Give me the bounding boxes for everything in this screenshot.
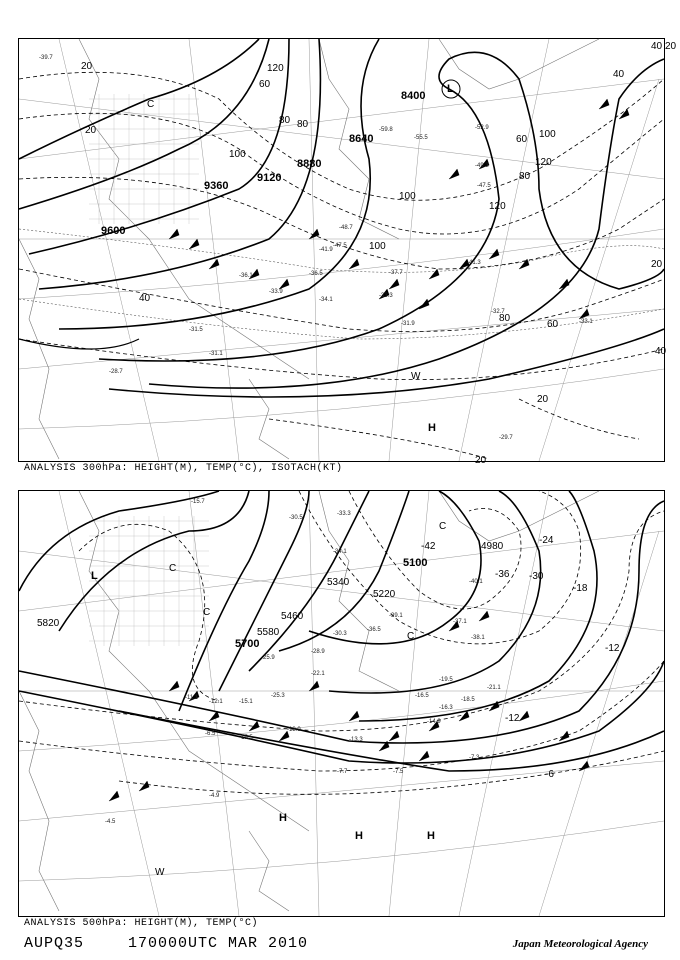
isotach-label: 80	[279, 115, 291, 126]
high-center-label: H	[428, 422, 436, 434]
temp-obs: -16.5	[415, 693, 429, 699]
isotach-label: 100	[229, 149, 246, 160]
agency-name: Japan Meteorological Agency	[512, 938, 648, 950]
temp-obs: -29.7	[499, 435, 513, 441]
isotherm-lines	[19, 491, 664, 794]
temp-obs: -33.3	[337, 511, 351, 517]
isotherm-label: -24	[539, 535, 554, 546]
temp-obs: -48.7	[339, 225, 353, 231]
isotach-label: 20	[665, 41, 677, 52]
isotach-label: 20	[651, 259, 663, 270]
pressure-centers	[147, 80, 460, 434]
temp-obs: -40.1	[469, 579, 483, 585]
isotach-label: 20	[475, 455, 487, 466]
cold-center-label: C	[203, 607, 211, 618]
temp-obs: -52.9	[475, 125, 489, 131]
warm-center-label: W	[155, 867, 165, 878]
temp-obs: -39.7	[39, 55, 53, 61]
temp-obs: -13.9	[287, 727, 301, 733]
temp-obs: -34.1	[333, 549, 347, 555]
temp-obs: -33.3	[379, 293, 393, 299]
height-label: 4980	[481, 541, 504, 552]
isotach-label: 40	[613, 69, 625, 80]
height-label: 5820	[37, 618, 60, 629]
temp-obs: -41.3	[467, 260, 481, 266]
temp-obs: -49.3	[475, 163, 489, 169]
isotach-label: 120	[535, 157, 552, 168]
isotherm-label: -42	[421, 541, 436, 552]
temp-obs: -38.1	[471, 635, 485, 641]
temp-obs: -33.9	[269, 289, 283, 295]
temp-obs: -32.7	[491, 309, 505, 315]
temp-obs: -7.5	[393, 769, 404, 775]
cold-center-label: C	[439, 521, 447, 532]
pressure-centers	[91, 521, 446, 878]
isotherm-label: -18	[573, 583, 588, 594]
height-label: 8400	[401, 90, 426, 102]
isotherm-label: -12	[505, 713, 520, 724]
temp-obs: -14.9	[427, 719, 441, 725]
temp-obs: -6.5	[205, 731, 216, 737]
isotach-label: 40	[139, 293, 151, 304]
warm-center-label: W	[411, 371, 421, 382]
temp-obs: -36.5	[309, 271, 323, 277]
temp-obs: -31.5	[189, 327, 203, 333]
temp-obs: -19.5	[439, 677, 453, 683]
isotach-label: 100	[399, 191, 416, 202]
temp-obs: -16.3	[439, 705, 453, 711]
chart-id: AUPQ35	[24, 935, 85, 952]
isotach-label: 80	[297, 119, 309, 130]
isotherm-label: -36	[495, 569, 510, 580]
temp-obs: -33.1	[579, 319, 593, 325]
temperature-observations	[39, 55, 593, 441]
hatched-area	[89, 516, 209, 646]
isotherm-label: -6	[545, 769, 554, 780]
map-panel-300hpa	[18, 38, 677, 466]
temp-obs: -15.5	[239, 735, 253, 741]
map-500hpa-svg	[19, 491, 664, 916]
high-center-label: H	[427, 830, 435, 842]
temp-obs: -31.1	[209, 351, 223, 357]
isotach-label: 60	[516, 134, 528, 145]
temp-obs: -36.5	[367, 627, 381, 633]
isotach-label: 60	[547, 319, 559, 330]
height-label: 5220	[373, 589, 396, 600]
temp-obs: -25.9	[261, 655, 275, 661]
height-label: 5340	[327, 577, 350, 588]
temp-obs: -11.1	[185, 695, 199, 701]
temp-obs: -34.1	[319, 297, 333, 303]
high-center-label: H	[355, 830, 363, 842]
temp-obs: -30.3	[333, 631, 347, 637]
isotach-label: 120	[267, 63, 284, 74]
temp-obs: -15.7	[191, 499, 205, 505]
height-label: 5580	[257, 627, 280, 638]
isotach-label: 80	[519, 171, 531, 182]
isotach-label: 80	[499, 313, 511, 324]
isotach-labels	[81, 41, 677, 466]
cold-center-label: C	[169, 563, 177, 574]
panel-caption-300hpa: ANALYSIS 300hPa: HEIGHT(M), TEMP(°C), ISOTACH(KT)	[24, 463, 343, 474]
height-contours	[19, 39, 664, 397]
isotach-lines	[19, 72, 664, 459]
temp-obs: -4.5	[105, 819, 116, 825]
isotach-label: 40	[655, 346, 667, 357]
high-center-label: H	[279, 812, 287, 824]
temp-obs: -28.9	[311, 649, 325, 655]
height-label: 8640	[349, 133, 374, 145]
isotherm-label: -12	[605, 643, 620, 654]
temp-obs: -31.9	[401, 321, 415, 327]
height-label: 9600	[101, 225, 126, 237]
temp-obs: -7.3	[469, 755, 480, 761]
isotach-label: 20	[81, 61, 93, 72]
isotach-label: 60	[259, 79, 271, 90]
temp-obs: -39.1	[389, 613, 403, 619]
temp-obs: -15.1	[239, 699, 253, 705]
temp-obs: -41.9	[319, 247, 333, 253]
isotach-label: 120	[489, 201, 506, 212]
temp-obs: -47.5	[477, 183, 491, 189]
temp-obs: -13.3	[349, 737, 363, 743]
graticule	[19, 39, 664, 461]
height-label: 5700	[235, 638, 260, 650]
temp-obs: -7.7	[337, 769, 348, 775]
temp-obs: -36.1	[239, 273, 253, 279]
isotach-label: 20	[537, 394, 549, 405]
cold-center-label: C	[147, 99, 155, 110]
map-300hpa-svg	[19, 39, 677, 466]
map-panel-500hpa	[18, 490, 665, 917]
isotach-label: 100	[369, 241, 386, 252]
isotach-label: 100	[539, 129, 556, 140]
temp-obs: -59.8	[379, 127, 393, 133]
isotach-label: 20	[85, 125, 97, 136]
low-center-label: L	[447, 83, 454, 95]
low-center-label: L	[91, 570, 98, 582]
valid-time: 170000UTC MAR 2010	[128, 935, 309, 952]
temp-obs: -30.5	[289, 515, 303, 521]
temp-obs: -37.7	[389, 270, 403, 276]
temp-obs: -18.5	[461, 697, 475, 703]
temp-obs: -25.3	[271, 693, 285, 699]
temperature-observations	[105, 499, 501, 825]
height-label: 5460	[281, 611, 304, 622]
temp-obs: -28.7	[109, 369, 123, 375]
temp-obs: -4.9	[209, 793, 220, 799]
temp-obs: -55.5	[414, 135, 428, 141]
isotach-label: 40	[651, 41, 663, 52]
temp-obs: -37.1	[453, 619, 467, 625]
height-label: 5100	[403, 557, 428, 569]
temp-obs: -12.1	[209, 699, 223, 705]
height-label: 8880	[297, 158, 322, 170]
panel-caption-500hpa: ANALYSIS 500hPa: HEIGHT(M), TEMP(°C)	[24, 918, 259, 929]
temp-obs: -47.5	[333, 243, 347, 249]
temp-obs: -22.1	[311, 671, 325, 677]
height-label: 9360	[204, 180, 229, 192]
isotherm-label: -30	[529, 571, 544, 582]
height-label: 9120	[257, 172, 282, 184]
temp-obs: -21.1	[487, 685, 501, 691]
isotherm-labels	[421, 535, 620, 780]
cold-center-label: C	[407, 631, 415, 642]
